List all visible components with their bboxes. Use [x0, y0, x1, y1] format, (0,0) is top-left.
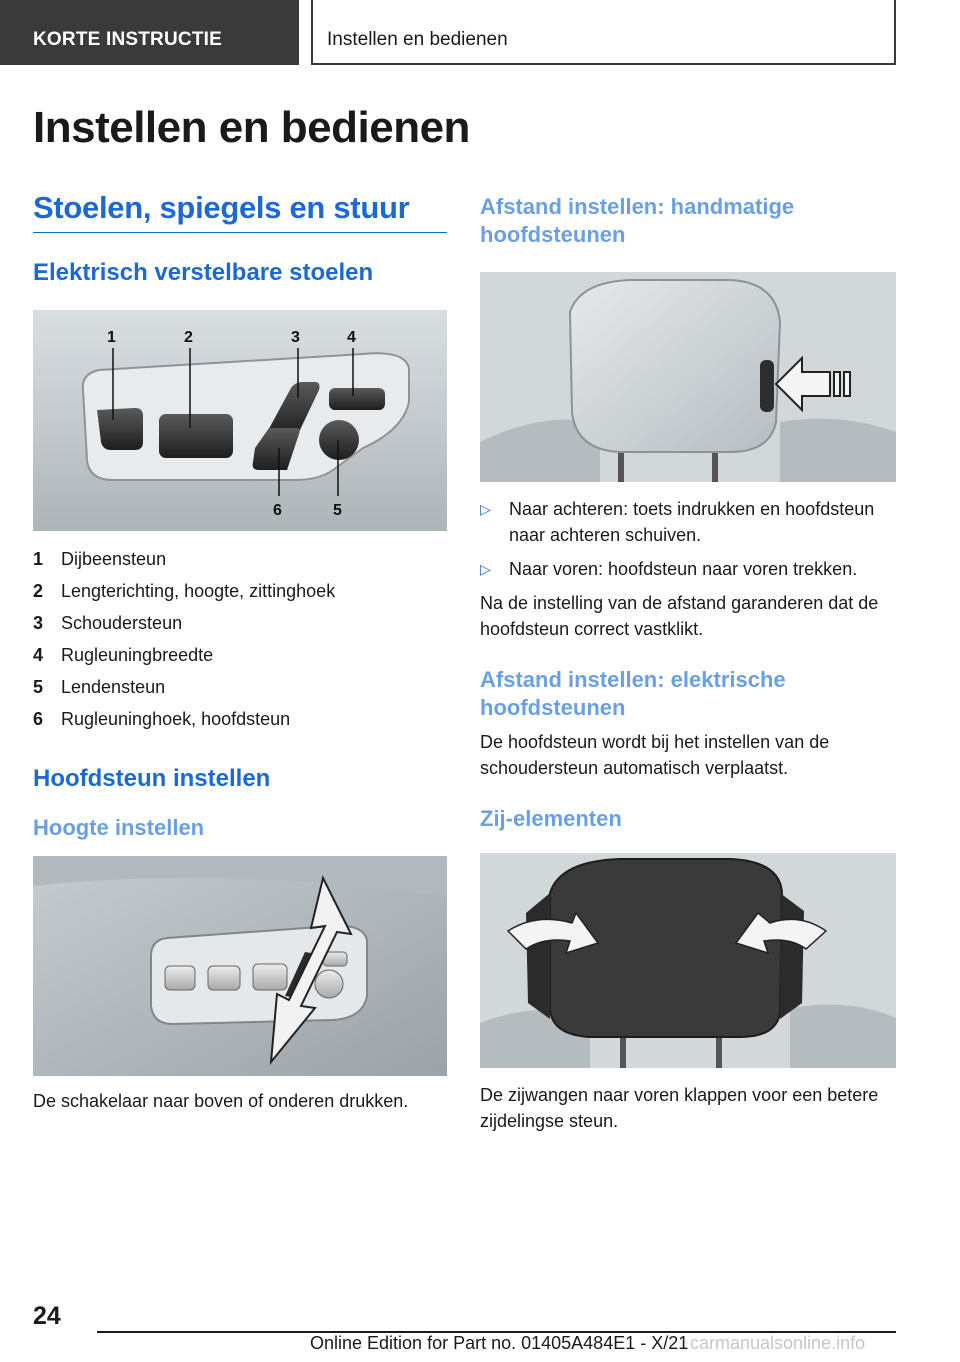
height-adjust-figure	[33, 856, 447, 1076]
list-item: 5 Lendensteun	[33, 676, 166, 697]
list-item: 2 Lengterichting, hoogte, zittinghoek	[33, 580, 336, 601]
electric-seats-heading: Elektrisch verstelbare stoelen	[33, 259, 374, 286]
seat-controls-figure	[33, 310, 447, 531]
callout-2: 2	[184, 328, 193, 346]
header-chapter-label: Instellen en bedienen	[327, 29, 508, 50]
manual-distance-heading: Afstand instellen: handmatige hoofdsteunen	[480, 194, 795, 247]
callout-5: 5	[333, 501, 342, 519]
list-item: 6 Rugleuninghoek, hoofdsteun	[33, 708, 291, 729]
manual-distance-steps	[480, 496, 896, 582]
height-heading: Hoogte instellen	[33, 815, 205, 841]
list-item: ▷ Naar voren: hoofdsteun naar voren trekken.	[480, 556, 896, 582]
side-text: De zijwangen naar voren klappen voor een betere zijdelingse steun.	[480, 1084, 879, 1131]
list-item: 1 Dijbeensteun	[33, 548, 167, 569]
bullet-triangle-icon: ▷	[480, 561, 491, 577]
callout-3: 3	[291, 328, 300, 346]
list-item: ▷ Naar achteren: toets indrukken en hoofdsteun naar achteren schuiven.	[480, 496, 896, 548]
callout-6: 6	[273, 501, 282, 519]
header-section-tab	[0, 0, 299, 65]
footer-edition: Online Edition for Part no. 01405A484E1 - X/21	[310, 1333, 689, 1353]
list-item: 3 Schoudersteun	[33, 612, 183, 633]
side-elements-heading: Zij-elementen	[480, 806, 622, 831]
page-title: Instellen en bedienen	[33, 103, 470, 152]
headrest-heading: Hoofdsteun instellen	[33, 764, 271, 792]
electric-text: De hoofdsteun wordt bij het instellen van de schoudersteun automatisch verplaatst.	[480, 732, 830, 778]
manual-headrest-figure	[480, 272, 896, 482]
manual-note: Na de instelling van de afstand garanderen dat de hoofdsteun correct vastklikt.	[480, 593, 879, 639]
section-title: Stoelen, spiegels en stuur	[33, 190, 447, 233]
page-number: 24	[33, 1302, 61, 1330]
seat-controls-legend	[33, 543, 447, 735]
callout-1: 1	[107, 328, 116, 346]
bullet-triangle-icon: ▷	[480, 501, 491, 517]
header-chapter-tab	[311, 0, 896, 65]
list-item: 4 Rugleuningbreedte	[33, 644, 214, 665]
electric-distance-heading: Afstand instellen: elektrische hoofdsteunen	[480, 667, 786, 720]
side-elements-figure	[480, 853, 896, 1068]
seat-controls-illustration	[33, 310, 447, 531]
watermark: carmanualsonline.info	[690, 1333, 866, 1353]
side-elements-illustration	[480, 853, 896, 1068]
height-adjust-illustration	[33, 856, 447, 1076]
left-column	[33, 190, 447, 1114]
right-column	[480, 190, 896, 1134]
manual-headrest-illustration	[480, 272, 896, 482]
callout-4: 4	[347, 328, 356, 346]
height-text: De schakelaar naar boven of onderen drukken.	[33, 1090, 409, 1111]
header-section-label: KORTE INSTRUCTIE	[33, 29, 222, 50]
